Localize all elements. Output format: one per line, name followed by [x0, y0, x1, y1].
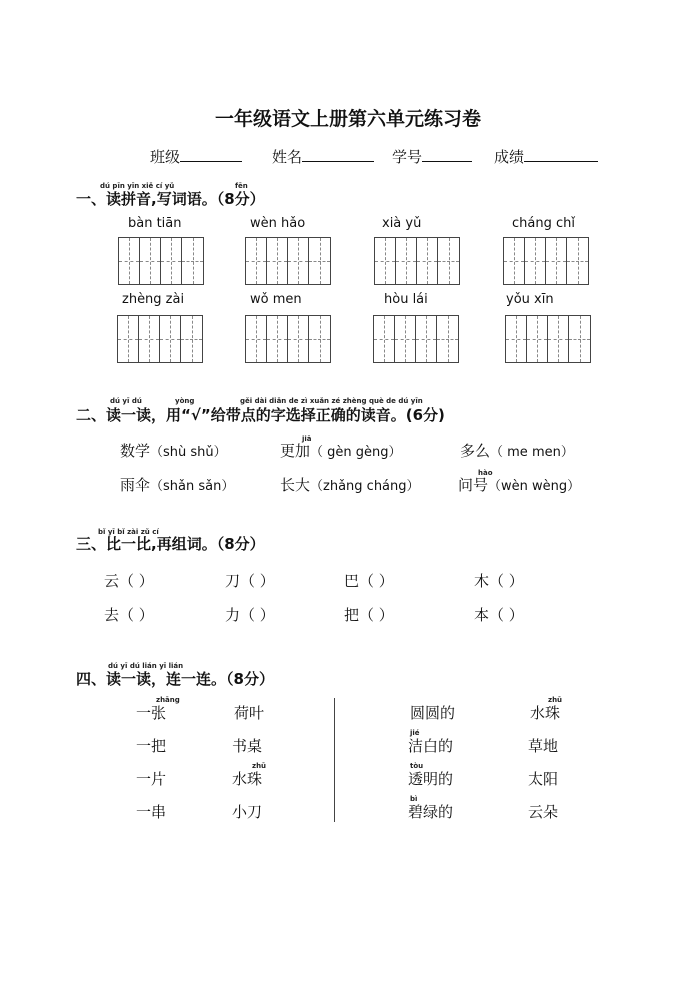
match-left-b[interactable]: 水珠	[232, 770, 263, 788]
match-right-a[interactable]: 圆圆的	[410, 704, 456, 722]
match-right-a[interactable]: 透明的	[408, 770, 454, 788]
match-left-b[interactable]: 小刀	[232, 803, 263, 821]
s3-blank[interactable]: 云（ ）	[104, 572, 154, 590]
info-class	[150, 146, 242, 167]
s2-word: 更加	[280, 442, 311, 460]
s1-ruby: dú pīn yīn xiě cí yǔ	[100, 182, 175, 190]
s2-options[interactable]: （wèn wèng）	[488, 479, 581, 494]
pinyin-7: hòu lái	[384, 292, 428, 307]
s3-ruby: bǐ yī bǐ zài zǔ cí	[98, 528, 159, 536]
section-1-heading: 一、读拼音,写词语。（8分）	[76, 190, 265, 208]
pinyin-1: bàn tiān	[128, 216, 182, 231]
pinyin-3: xià yǔ	[382, 216, 422, 231]
pinyin-4: cháng chǐ	[512, 216, 575, 231]
section-3-heading: 三、比一比,再组词。（8分）	[76, 535, 265, 553]
s2-word: 问号	[458, 476, 489, 494]
writing-grid[interactable]	[373, 315, 459, 363]
match-left-a[interactable]: 一串	[136, 803, 167, 821]
ruby-tou: tòu	[410, 762, 424, 770]
s3-blank[interactable]: 木（ ）	[474, 572, 524, 590]
writing-grid[interactable]	[374, 237, 460, 285]
match-right-a[interactable]: 碧绿的	[408, 803, 454, 821]
s2-ruby-hao: hào	[478, 469, 493, 477]
s2-item	[120, 440, 227, 461]
ruby-zhang: zhāng	[156, 696, 180, 704]
info-name	[272, 146, 374, 167]
name-blank[interactable]	[302, 147, 374, 162]
class-label: 班级	[150, 148, 181, 166]
section-2-heading: 二、读一读，用“√”给带点的字选择正确的读音。(6分)	[76, 406, 445, 424]
info-id	[392, 146, 472, 167]
s2-ruby-yong: yòng	[175, 397, 195, 405]
id-label: 学号	[392, 148, 423, 166]
s3-blank[interactable]: 把（ ）	[344, 606, 394, 624]
score-label: 成绩	[494, 148, 525, 166]
name-label: 姓名	[272, 148, 303, 166]
writing-grid[interactable]	[245, 237, 331, 285]
match-left-a[interactable]: 一片	[136, 770, 167, 788]
s3-blank[interactable]: 本（ ）	[474, 606, 524, 624]
score-blank[interactable]	[524, 147, 598, 162]
s2-word: 长大	[280, 476, 311, 494]
s2-options[interactable]: （ gèn gèng）	[310, 445, 402, 460]
s2-options[interactable]: （shǎn sǎn）	[150, 479, 235, 494]
pinyin-2: wèn hǎo	[250, 216, 306, 231]
s3-blank[interactable]: 巴（ ）	[344, 572, 394, 590]
s2-word: 雨伞	[120, 476, 151, 494]
section-4-heading: 四、读一读，连一连。（8分）	[76, 670, 274, 688]
match-right-b[interactable]: 太阳	[528, 770, 559, 788]
s2-options[interactable]: （ me men）	[490, 445, 574, 460]
ruby-zhu: zhū	[252, 762, 267, 770]
s3-blank[interactable]: 去（ ）	[104, 606, 154, 624]
ruby-bi: bì	[410, 795, 418, 803]
pinyin-8: yǒu xīn	[506, 292, 554, 307]
s2-word: 数学	[120, 442, 151, 460]
ruby-zhu-2: zhū	[548, 696, 563, 704]
s4-ruby: dú yī dú lián yī lián	[108, 662, 184, 670]
match-right-a[interactable]: 洁白的	[408, 737, 454, 755]
pinyin-6: wǒ men	[250, 292, 302, 307]
match-left-b[interactable]: 荷叶	[234, 704, 265, 722]
page-title: 一年级语文上册第六单元练习卷	[214, 108, 481, 130]
id-blank[interactable]	[422, 147, 472, 162]
pinyin-5: zhèng zài	[122, 292, 185, 307]
s2-options[interactable]: （shù shǔ）	[150, 445, 227, 460]
info-score	[494, 146, 598, 167]
s2-options[interactable]: （zhǎng cháng）	[310, 479, 420, 494]
s2-item	[460, 440, 574, 461]
ruby-jie: jié	[410, 729, 420, 737]
s2-item	[120, 474, 234, 495]
s2-ruby-jia: jiā	[302, 435, 312, 443]
s3-blank[interactable]: 刀（ ）	[225, 572, 275, 590]
s2-ruby-main: gěi dài diǎn de zì xuǎn zé zhèng què de dú yīn	[240, 397, 423, 405]
writing-grid[interactable]	[117, 315, 203, 363]
s2-item	[458, 474, 580, 495]
match-left-b[interactable]: 书桌	[232, 737, 263, 755]
match-left-a[interactable]: 一张	[136, 704, 167, 722]
writing-grid[interactable]	[118, 237, 204, 285]
class-blank[interactable]	[180, 147, 242, 162]
s2-ruby-du: dú yī dú	[110, 397, 142, 405]
writing-grid[interactable]	[503, 237, 589, 285]
writing-grid[interactable]	[505, 315, 591, 363]
column-divider	[334, 698, 335, 822]
writing-grid[interactable]	[245, 315, 331, 363]
s2-item	[280, 440, 402, 461]
match-right-b[interactable]: 水珠	[530, 704, 561, 722]
s2-word: 多么	[460, 442, 491, 460]
match-right-b[interactable]: 草地	[528, 737, 559, 755]
s1-ruby-fen: fēn	[235, 182, 248, 190]
match-left-a[interactable]: 一把	[136, 737, 167, 755]
s3-blank[interactable]: 力（ ）	[225, 606, 275, 624]
s2-item	[280, 474, 420, 495]
match-right-b[interactable]: 云朵	[528, 803, 559, 821]
